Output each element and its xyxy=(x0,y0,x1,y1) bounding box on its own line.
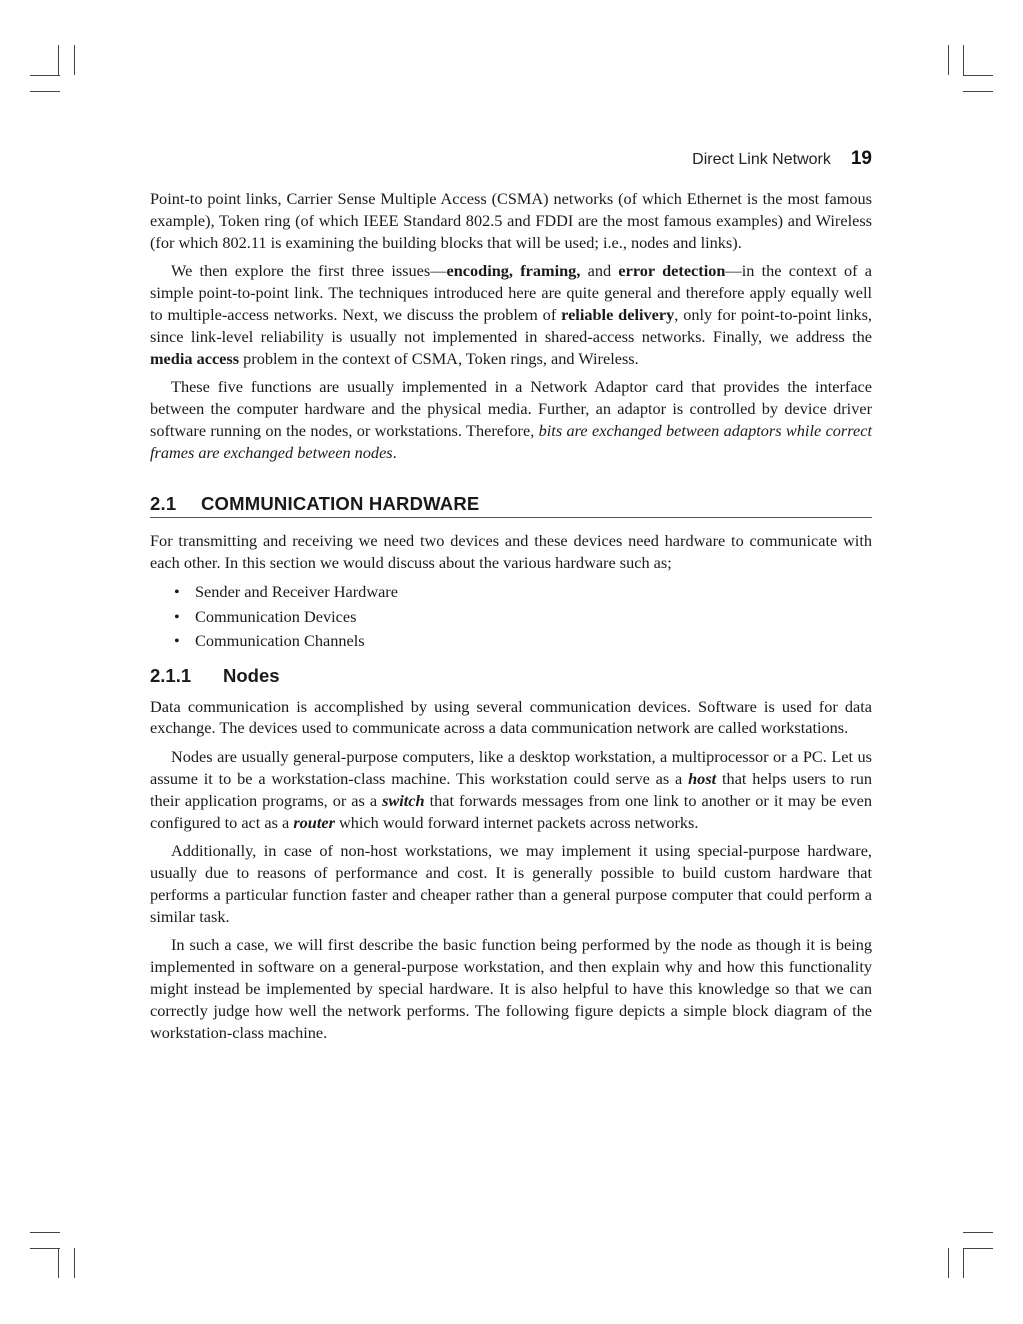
list-item: • Sender and Receiver Hardware xyxy=(174,580,872,605)
crop-mark xyxy=(30,75,60,76)
crop-mark xyxy=(963,91,993,92)
term-switch: switch xyxy=(382,790,425,810)
term-encoding-framing: encoding, framing, xyxy=(446,261,581,281)
intro-paragraph-2: We then explore the first three issues—encoding, framing, and error detection—in the context of a simple point-to-point link. The techniques introduced here are quite general and therefore apply equally well to multiple-access networks. Next, we discuss the problem of reliable delivery, only for point-to-point links, since link-level reliability is usually not implemented in shared-access networks. Finally, we address the media access problem in the context of CSMA, Token rings, and Wireless. xyxy=(150,261,872,368)
page-body xyxy=(150,188,872,1050)
intro-paragraph-1: Point-to point links, Carrier Sense Multiple Access (CSMA) networks (of which Ethernet is the most famous example), Token ring (of which IEEE Standard 802.5 and FDDI are the most famous examples) and Wireless (for which 802.11 is examining the building blocks that will be used; i.e., nodes and links). xyxy=(150,189,872,252)
crop-mark xyxy=(58,1248,59,1278)
section-heading-2-1-1 xyxy=(150,665,872,687)
crop-mark xyxy=(963,75,993,76)
nodes-paragraph-3: Additionally, in case of non-host workstations, we may implement it using special-purpose hardware, usually due to reasons of performance and cost. It is generally possible to build custom hardware that performs a particular function faster and cheaper rather than a general purpose computer that could perform a similar task. xyxy=(150,840,872,926)
subsection-number: 2.1.1 xyxy=(150,664,192,686)
section-2-1-paragraph: For transmitting and receiving we need two devices and these devices need hardware to communicate with each other. In this section we would discuss about the various hardware such as; xyxy=(150,530,872,572)
crop-mark xyxy=(963,1248,964,1278)
crop-mark xyxy=(963,45,964,75)
crop-mark xyxy=(963,1232,993,1233)
crop-mark xyxy=(30,91,60,92)
crop-mark xyxy=(30,1232,60,1233)
crop-mark xyxy=(963,1248,993,1249)
list-item: • Communication Channels xyxy=(174,629,872,654)
term-router: router xyxy=(293,812,335,832)
crop-mark xyxy=(30,1248,60,1249)
crop-mark xyxy=(74,45,75,75)
section-number: 2.1 xyxy=(150,492,177,514)
running-title: Direct Link Network xyxy=(692,151,831,168)
term-reliable-delivery: reliable delivery xyxy=(561,305,675,325)
nodes-paragraph-4: In such a case, we will first describe the basic function being performed by the node as though it is being implemented in software on a general-purpose workstation, and then explain why and how this functionality might instead be implemented by special hardware. It is also helpful to have this knowledge so that we can correctly judge how well the network performs. The following figure depicts a simple block diagram of the workstation-class machine. xyxy=(150,935,872,1042)
intro-paragraph-3: These five functions are usually implemented in a Network Adaptor card that provides the interface between the computer hardware and the physical media. Further, an adaptor is controlled by device driver software running on the nodes, or workstations. Therefore, bits are exchanged between adaptors while correct frames are exchanged between nodes. xyxy=(150,377,872,462)
term-media-access: media access xyxy=(150,348,240,368)
section-heading-2-1 xyxy=(150,493,872,518)
nodes-paragraph-2: Nodes are usually general-purpose computers, like a desktop workstation, a multiprocessor or a PC. Let us assume it to be a workstation-class machine. This workstation could serve as a host that helps users to run their application programs, or as a switch that forwards messages from one link to another or it may be even configured to act as a router which would forward internet packets across networks. xyxy=(150,746,872,832)
section-title: COMMUNICATION HARDWARE xyxy=(201,492,480,514)
subsection-title: Nodes xyxy=(223,664,280,686)
hardware-list xyxy=(150,580,872,654)
page-number: 19 xyxy=(850,148,872,169)
crop-mark xyxy=(948,1248,949,1278)
nodes-paragraph-1: Data communication is accomplished by using several communication devices. Software is used for data exchange. The devices used to communicate across a data communication network are called workstations. xyxy=(150,696,872,738)
crop-mark xyxy=(74,1248,75,1278)
term-host: host xyxy=(688,768,717,788)
emphasis-bits-frames: bits are exchanged between adaptors while correct frames are exchanged between nodes xyxy=(150,421,872,462)
running-header xyxy=(150,148,872,170)
list-item: • Communication Devices xyxy=(174,605,872,630)
crop-mark xyxy=(948,45,949,75)
term-error-detection: error detection xyxy=(618,261,726,281)
crop-mark xyxy=(58,45,59,75)
